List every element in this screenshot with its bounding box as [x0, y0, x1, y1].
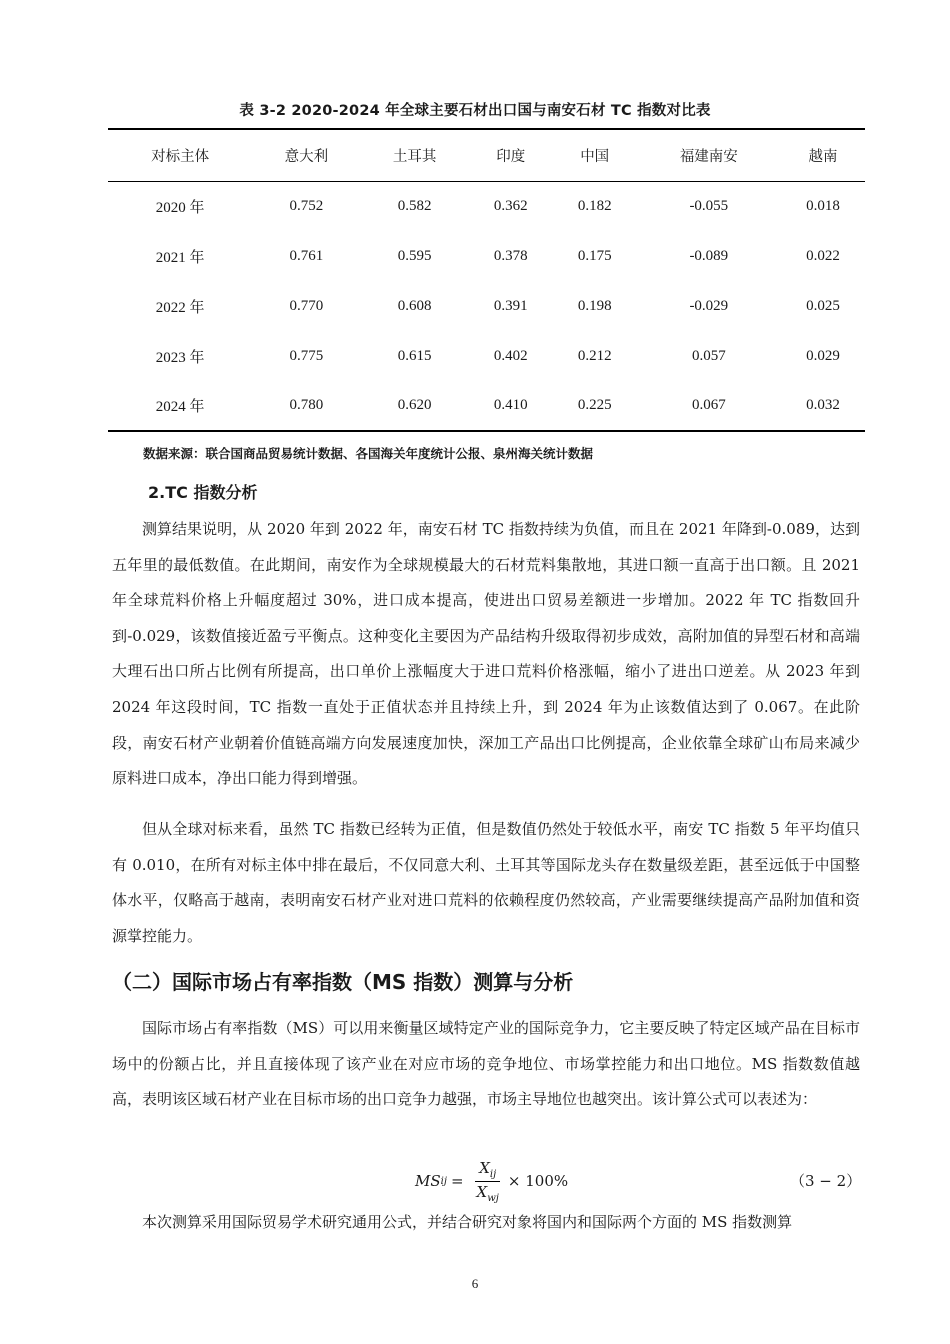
- table-cell: 2024 年: [108, 381, 252, 431]
- table-row: [108, 381, 865, 431]
- table-caption: 表 3-2 2020-2024 年全球主要石材出口国与南安石材 TC 指数对比表: [239, 103, 711, 119]
- table-cell: 2020 年: [155, 199, 205, 216]
- body-paragraph: 本次测算采用国际贸易学术研究通用公式，并结合研究对象将国内和国际两个方面的 MS 指数测算: [142, 1213, 793, 1231]
- section-heading-tc-analysis: 2.TC 指数分析: [148, 483, 258, 502]
- table-cell: 0.025: [806, 297, 840, 314]
- formula-equals: =: [450, 1172, 464, 1190]
- header-cell: 印度: [469, 129, 553, 181]
- header-cell: 意大利: [252, 129, 360, 181]
- table-cell: 0.378: [493, 247, 528, 264]
- table-cell: 0.175: [577, 247, 612, 264]
- formula-denominator: $X_{wj}$: [476, 1182, 499, 1204]
- table-cell: 0.182: [577, 197, 612, 214]
- table-cell: 0.029: [806, 347, 840, 364]
- table-cell: 0.032: [781, 381, 865, 431]
- table-cell: 0.212: [577, 347, 612, 364]
- table-cell: 0.582: [397, 197, 432, 214]
- table-cell: 0.057: [691, 347, 726, 364]
- table-cell: 0.620: [361, 381, 469, 431]
- table-cell: 2023 年: [155, 349, 205, 366]
- table-cell: 0.391: [493, 297, 528, 314]
- section-heading-ms-index: （二）国际市场占有率指数（MS 指数）测算与分析: [112, 970, 574, 994]
- table-cell: 0.198: [577, 297, 612, 314]
- table-header-row: [108, 129, 865, 181]
- table-cell: 0.225: [553, 381, 637, 431]
- formula-numerator: $X_{ij}$: [475, 1159, 500, 1182]
- equation-number: （3 − 2）: [790, 1172, 862, 1190]
- header-cell: 中国: [553, 129, 637, 181]
- page-number: 6: [471, 1276, 479, 1291]
- table-row: [108, 181, 865, 231]
- header-cell: 越南: [781, 129, 865, 181]
- table-cell: 0.410: [469, 381, 553, 431]
- table-row: [108, 231, 865, 281]
- table-cell: 0.402: [493, 347, 528, 364]
- table-cell: -0.089: [689, 247, 729, 264]
- table-cell: 0.770: [289, 297, 324, 314]
- table-row: [108, 281, 865, 331]
- table-row: [108, 331, 865, 381]
- table-cell: 2021 年: [155, 249, 205, 266]
- table-cell: 0.022: [806, 247, 840, 264]
- header-cell: 对标主体: [108, 129, 252, 181]
- formula-lhs: MS: [415, 1172, 441, 1190]
- table-source-note: 数据来源：联合国商品贸易统计数据、各国海关年度统计公报、泉州海关统计数据: [143, 446, 594, 461]
- formula-times-percent: × 100%: [507, 1172, 569, 1190]
- header-cell: 福建南安: [637, 129, 781, 181]
- table-cell: -0.055: [689, 197, 729, 214]
- table-cell: 0.615: [397, 347, 432, 364]
- table-cell: 2022 年: [155, 299, 205, 316]
- table-cell: 0.362: [493, 197, 528, 214]
- table-cell: 0.752: [289, 197, 324, 214]
- header-cell: 土耳其: [361, 129, 469, 181]
- tc-index-table: [108, 128, 865, 432]
- body-paragraph: 国际市场占有率指数（MS）可以用来衡量区域特定产业的国际竞争力，它主要反映了特定区域产品在目标市场中的份额占比，并且直接体现了该产业在对应市场的竞争地位、市场掌控能力和出口地位。MS 指数数值越高，表明该区域石材产业在目标市场的出口竞争力越强，市场主导地位也越突出。该计算公式可以表述为：: [112, 1019, 860, 1109]
- table-cell: 0.775: [289, 347, 324, 364]
- body-paragraph: 但从全球对标来看，虽然 TC 指数已经转为正值，但是数值仍然处于较低水平，南安 TC 指数 5 年平均值只有 0.010，在所有对标主体中排在最后，不仅同意大利、土耳其等国际龙头存在数量级差距，甚至远低于中国整体水平，仅略高于越南，表明南安石材产业对进口荒料的依赖程度仍然较高，产业需要继续提高产品附加值和资源掌控能力。: [112, 820, 860, 945]
- table-cell: 0.608: [397, 297, 432, 314]
- table-cell: 0.595: [397, 247, 432, 264]
- formula-lhs-subscript: ij: [440, 1175, 447, 1187]
- table-cell: 0.780: [252, 381, 360, 431]
- table-cell: -0.029: [689, 297, 729, 314]
- table-cell: 0.018: [806, 197, 840, 214]
- body-paragraph: 测算结果说明，从 2020 年到 2022 年，南安石材 TC 指数持续为负值，而且在 2021 年降到-0.089，达到五年里的最低数值。在此期间，南安作为全球规模最大的石材荒料集散地，其进口额一直高于出口额。且 2021 年全球荒料价格上升幅度超过 30%，进口成本提高，使进出口贸易差额进一步增加。2022 年 TC 指数回升到-0.029，该数值接近盈亏平衡点。这种变化主要因为产品结构升级取得初步成效，高附加值的异型石材和高端大理石出口所占比例有所提高，出口单价上涨幅度大于进口荒料价格涨幅，缩小了进出口逆差。从 2023 年到 2024 年这段时间，TC 指数一直处于正值状态并且持续上升，到 2024 年为止该数值达到了 0.067。在此阶段，南安石材产业朝着价值链高端方向发展速度加快，深加工产品出口比例提高，企业依靠全球矿山布局来减少原料进口成本，净出口能力得到增强。: [112, 520, 860, 788]
- formula-fraction: [473, 1159, 503, 1204]
- table-cell: 0.761: [289, 247, 324, 264]
- ms-formula: [415, 1157, 568, 1205]
- table-cell: 0.067: [637, 381, 781, 431]
